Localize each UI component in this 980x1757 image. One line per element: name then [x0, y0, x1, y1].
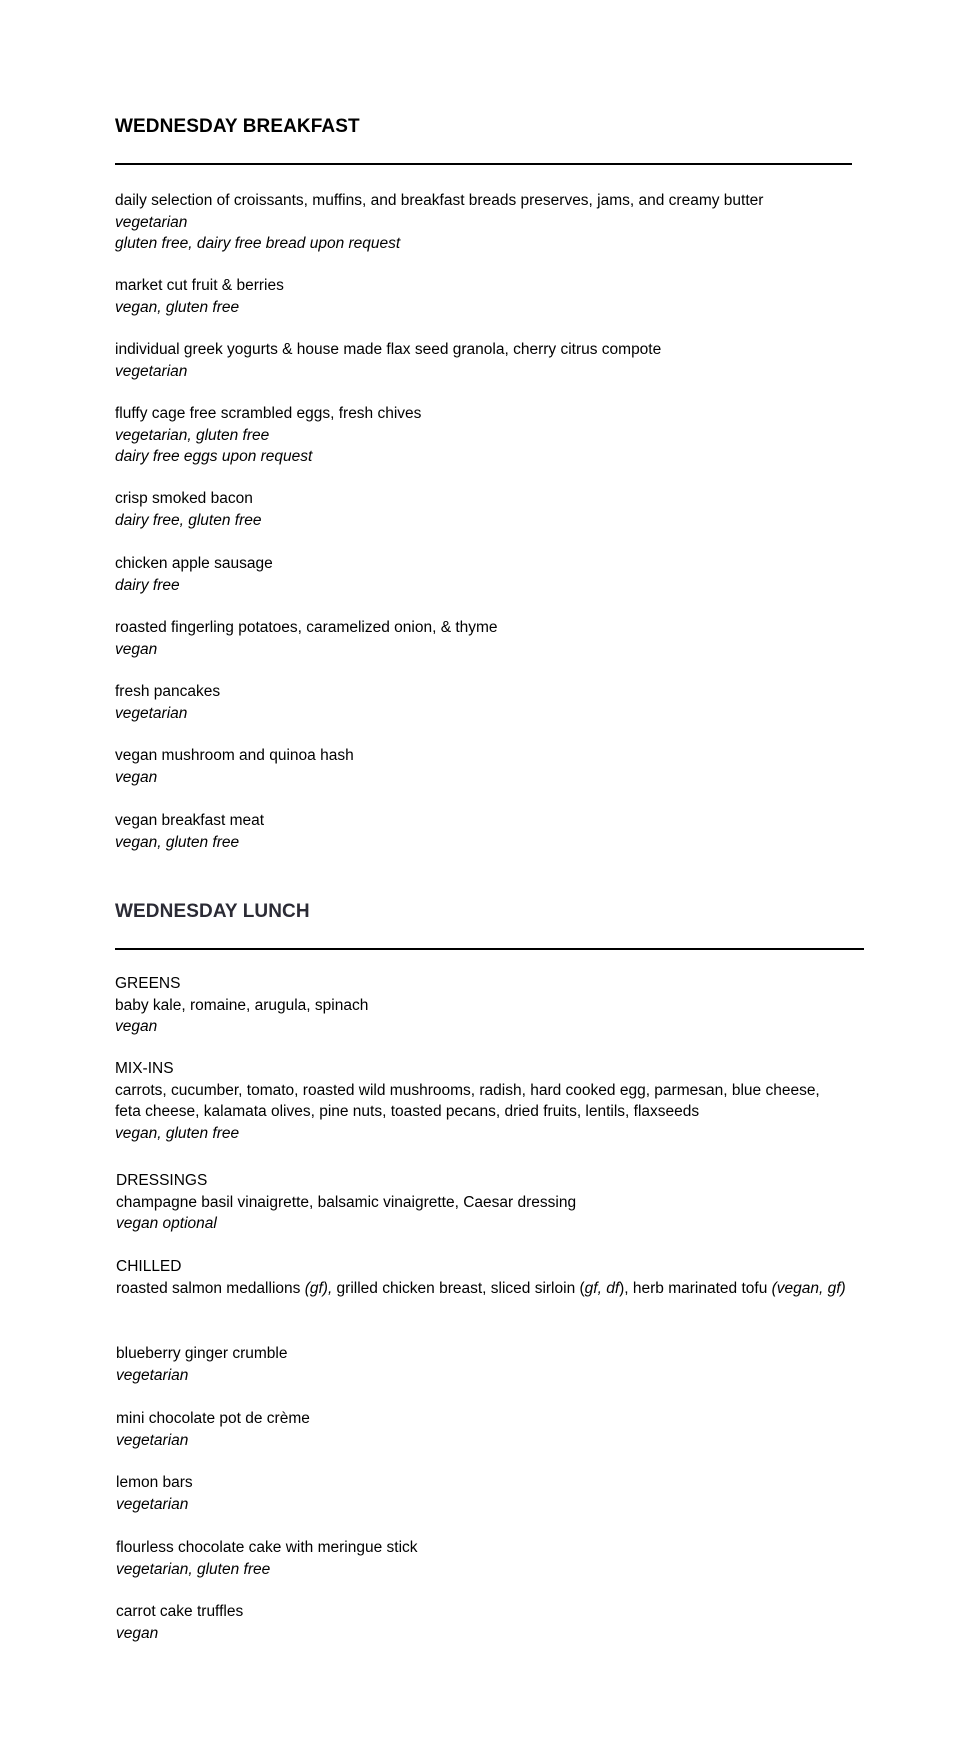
- breakfast-item-fruit: [115, 275, 865, 318]
- item-diet: vegetarian, gluten free: [116, 1560, 271, 1578]
- breakfast-item-potatoes: [115, 617, 865, 660]
- item-name: vegan breakfast meat: [115, 812, 265, 829]
- item-name-continued: feta cheese, kalamata olives, pine nuts, toasted pecans, dried fruits, lentils, flaxseeds: [115, 1103, 700, 1120]
- dessert-item-pot-de-creme: [116, 1408, 866, 1451]
- item-name: lemon bars: [116, 1474, 193, 1491]
- lunch-dressings: [116, 1170, 866, 1235]
- tofu-tag: (vegan, gf): [771, 1279, 846, 1297]
- category-label: GREENS: [115, 975, 181, 992]
- item-name: market cut fruit & berries: [115, 277, 284, 294]
- item-name: daily selection of croissants, muffins, and breakfast breads preserves, jams, and creamy butter: [115, 192, 764, 209]
- lunch-heading: WEDNESDAY LUNCH: [115, 901, 310, 922]
- item-diet: vegan: [115, 640, 158, 658]
- lunch-mixins: [115, 1058, 865, 1144]
- item-name: flourless chocolate cake with meringue stick: [116, 1539, 418, 1556]
- breakfast-item-pancakes: [115, 681, 865, 724]
- breakfast-item-vegan-meat: [115, 810, 865, 853]
- item-diet: vegetarian: [115, 213, 188, 231]
- lunch-divider: [115, 948, 864, 950]
- dessert-item-chocolate-cake: [116, 1537, 866, 1580]
- item-diet: vegetarian: [116, 1366, 189, 1384]
- item-name: blueberry ginger crumble: [116, 1345, 288, 1362]
- item-diet: vegan, gluten free: [115, 1124, 240, 1142]
- salmon-text: roasted salmon medallions: [116, 1279, 305, 1297]
- item-diet: dairy free: [115, 576, 180, 594]
- item-name: carrot cake truffles: [116, 1603, 244, 1620]
- item-note: dairy free eggs upon request: [115, 448, 313, 465]
- item-name: mini chocolate pot de crème: [116, 1410, 310, 1427]
- lunch-greens: [115, 973, 865, 1038]
- item-diet: vegan, gluten free: [115, 298, 240, 316]
- item-diet: vegan optional: [116, 1215, 217, 1232]
- item-name: baby kale, romaine, arugula, spinach: [115, 996, 369, 1014]
- sirloin-tag: gf, df: [584, 1279, 620, 1297]
- lunch-chilled: [116, 1256, 866, 1299]
- item-name: vegan mushroom and quinoa hash: [115, 747, 354, 764]
- breakfast-divider: [115, 163, 852, 165]
- item-name: champagne basil vinaigrette, balsamic vinaigrette, Caesar dressing: [116, 1193, 577, 1211]
- breakfast-item-eggs: [115, 403, 865, 468]
- item-name: crisp smoked bacon: [115, 490, 253, 507]
- item-name: carrots, cucumber, tomato, roasted wild mushrooms, radish, hard cooked egg, parmesan, blue cheese,: [115, 1081, 820, 1099]
- breakfast-item-hash: [115, 745, 865, 788]
- salmon-tag: (gf),: [304, 1279, 333, 1297]
- item-diet: vegetarian: [116, 1431, 189, 1449]
- item-diet: dairy free, gluten free: [115, 511, 262, 529]
- item-diet: vegan: [115, 1018, 158, 1035]
- item-name: individual greek yogurts & house made flax seed granola, cherry citrus compote: [115, 341, 662, 358]
- item-name: roasted fingerling potatoes, caramelized onion, & thyme: [115, 619, 498, 636]
- breakfast-item-sausage: [115, 553, 865, 596]
- item-diet: vegetarian: [115, 704, 188, 722]
- item-diet: vegetarian: [116, 1495, 189, 1513]
- tofu-text: ), herb marinated tofu: [619, 1279, 772, 1297]
- item-note: gluten free, dairy free bread upon request: [115, 235, 401, 252]
- category-label: MIX-INS: [115, 1060, 174, 1077]
- breakfast-item-yogurt: [115, 339, 865, 382]
- dessert-item-truffles: [116, 1601, 866, 1644]
- item-name: chicken apple sausage: [115, 555, 273, 572]
- item-diet: vegetarian: [115, 362, 188, 380]
- breakfast-heading: WEDNESDAY BREAKFAST: [115, 116, 360, 137]
- item-name: fluffy cage free scrambled eggs, fresh chives: [115, 405, 422, 422]
- dessert-item-crumble: [116, 1343, 866, 1386]
- item-diet: vegan: [115, 768, 158, 786]
- item-diet: vegan: [116, 1624, 159, 1642]
- chicken-sirloin-text: grilled chicken breast, sliced sirloin (: [332, 1279, 585, 1297]
- item-diet: vegan, gluten free: [115, 833, 240, 851]
- breakfast-item-bacon: [115, 488, 865, 531]
- dessert-item-lemon-bars: [116, 1472, 866, 1515]
- item-name: fresh pancakes: [115, 683, 221, 700]
- chilled-proteins: [116, 1278, 866, 1300]
- item-diet: vegetarian, gluten free: [115, 426, 270, 444]
- category-label: DRESSINGS: [116, 1172, 208, 1189]
- breakfast-item-pastries: [115, 190, 865, 255]
- category-label: CHILLED: [116, 1258, 182, 1275]
